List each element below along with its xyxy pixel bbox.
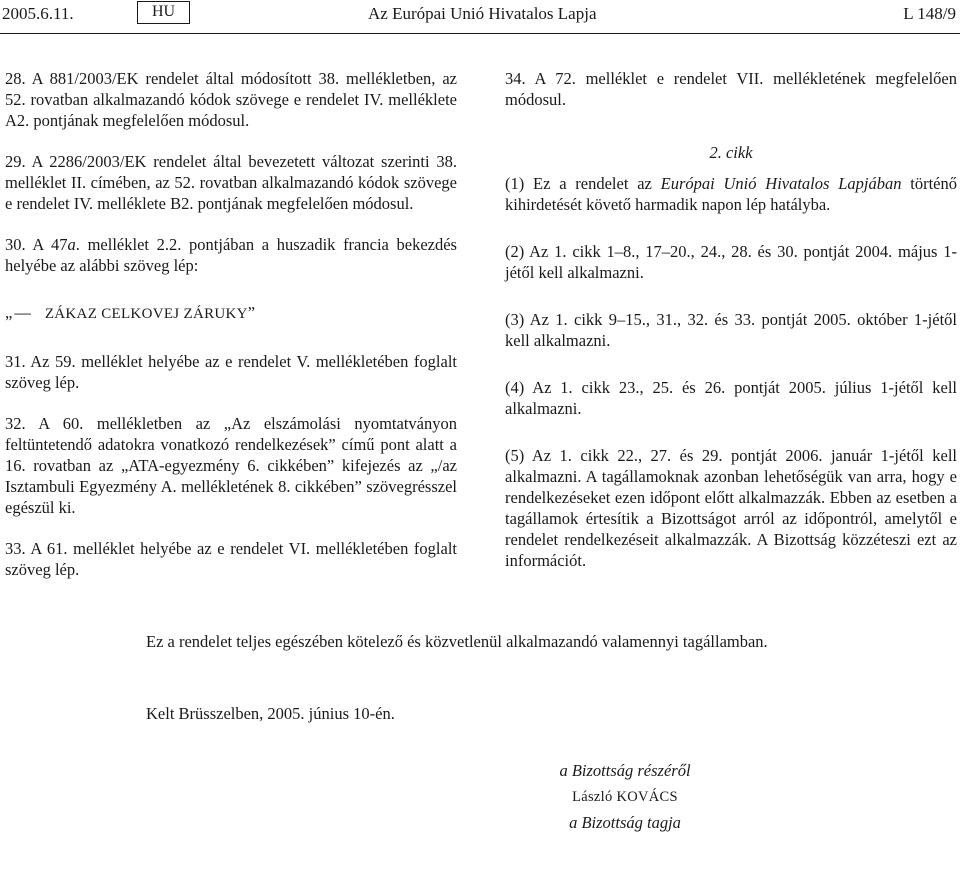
- quote-dash: —: [14, 303, 31, 322]
- header-date: 2005.6.11.: [2, 4, 74, 23]
- paragraph-32: 32. A 60. mellékletben az „Az elszámolási nyomtatványon feltüntetendő adatokra vonatkozó rendelkezések” című pont alatt a 16. rovatban az „ATA-egyezmény 6. cikkében” kifejezés az „/az Isztambuli Egyezmény A. mellékletének 8. cikkében” szövegrésszel egészül ki.: [5, 414, 457, 517]
- article-paragraph-3: (3) Az 1. cikk 9–15., 31., 32. és 33. pontját 2005. október 1-jétől kell alkalmazni.: [505, 310, 957, 350]
- header-rule: [0, 33, 960, 34]
- article-heading: 2. cikk: [709, 143, 753, 162]
- right-column: [505, 68, 957, 591]
- signatory-name: László KOVÁCS: [572, 789, 678, 805]
- paragraph-30-prefix: 30. A 47: [5, 235, 68, 254]
- binding-statement: Ez a rendelet teljes egészében kötelező és közvetlenül alkalmazandó valamennyi tagállamban.: [146, 632, 768, 651]
- article-paragraph-2: (2) Az 1. cikk 1–8., 17–20., 24., 28. és 30. pontját 2004. május 1-jétől kell alkalmazni.: [505, 242, 957, 282]
- page-header: [0, 0, 960, 32]
- signature-block: [500, 758, 750, 836]
- page-number: L 148/9: [903, 4, 956, 23]
- article-paragraph-1-italic: Európai Unió Hivatalos Lapjában: [660, 174, 902, 193]
- paragraph-31: 31. Az 59. melléklet helyébe az e rendelet V. mellékletében foglalt szöveg lép.: [5, 352, 457, 392]
- quote-open: „: [5, 303, 13, 322]
- article-paragraph-1: [505, 173, 957, 215]
- paragraph-30: [5, 234, 457, 276]
- article-paragraph-5: (5) Az 1. cikk 22., 27. és 29. pontját 2006. január 1-jétől kell alkalmazni. A tagállamoknak azonban lehetőségük van arra, hogy e rendelkezéseket ezen időpont előtt alkalmazzák. Ebben az esetben a tagállamok értesítik a Bizottságot arról az időpontról, amelytől e rendelet rendelkezéseit alkalmazzák. A Bizottság közzéteszi ezt az információt.: [505, 446, 957, 570]
- paragraph-30-italic: a: [67, 235, 76, 254]
- signatory-role: a Bizottság tagja: [569, 813, 681, 832]
- journal-title: Az Európai Unió Hivatalos Lapja: [368, 4, 597, 23]
- signature-on-behalf: a Bizottság részéről: [559, 761, 691, 780]
- paragraph-34: 34. A 72. melléklet e rendelet VII. mellékletének megfelelően módosul.: [505, 69, 957, 109]
- quoted-text: [5, 302, 457, 325]
- left-column: [5, 68, 457, 600]
- quote-close: ”: [247, 303, 256, 322]
- paragraph-29: 29. A 2286/2003/EK rendelet által bevezetett változat szerinti 38. melléklet II. címében, az 52. rovatban alkalmazandó kódok szövege e rendelet IV. melléklete B2. pontjának megfelelően módosul.: [5, 152, 457, 213]
- article-paragraph-1-prefix: (1) Ez a rendelet az: [505, 174, 661, 193]
- place-and-date: Kelt Brüsszelben, 2005. június 10-én.: [146, 704, 395, 723]
- article-paragraph-4: (4) Az 1. cikk 23., 25. és 26. pontját 2005. július 1-jétől kell alkalmazni.: [505, 378, 957, 418]
- paragraph-28: 28. A 881/2003/EK rendelet által módosított 38. mellékletben, az 52. rovatban alkalmazandó kódok szövege e rendelet IV. melléklete A2. pontjának megfelelően módosul.: [5, 69, 457, 130]
- paragraph-30-rest: . melléklet 2.2. pontjában a huszadik francia bekezdés helyébe az alábbi szöveg lép:: [5, 235, 457, 275]
- paragraph-33: 33. A 61. melléklet helyébe az e rendelet VI. mellékletében foglalt szöveg lép.: [5, 539, 457, 579]
- language-badge: HU: [137, 1, 190, 24]
- quote-body: ZÁKAZ CELKOVEJ ZÁRUKY: [44, 306, 248, 322]
- article-paragraph-1-rest: történő kihirdetését követő harmadik napon lép hatályba.: [505, 174, 957, 214]
